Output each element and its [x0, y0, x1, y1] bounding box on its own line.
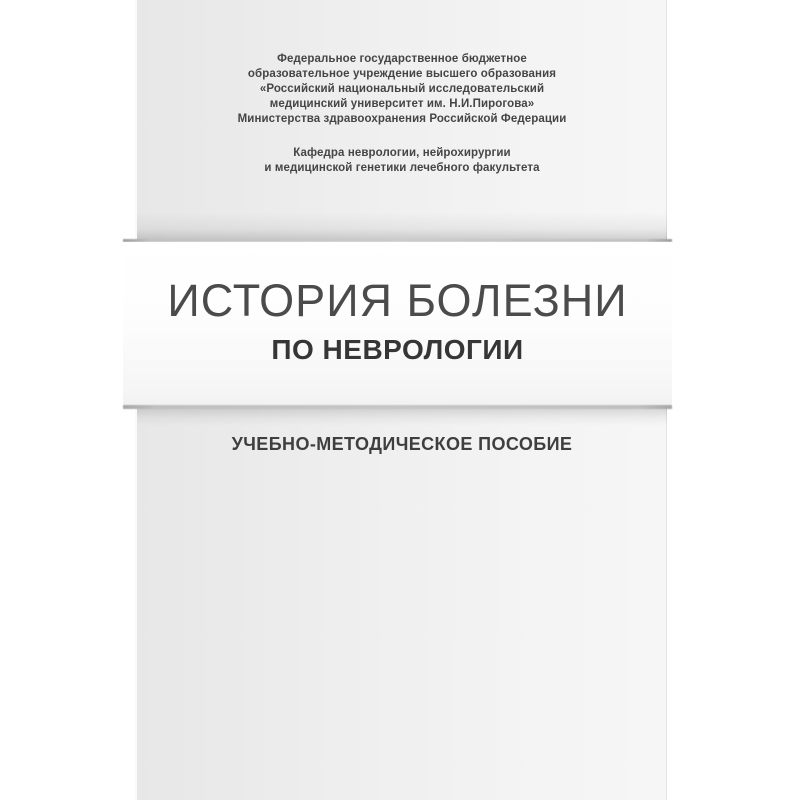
band-bottom-edge [123, 405, 672, 409]
institution-line: образовательное учреждение высшего образования [247, 68, 557, 80]
band-top-shadow [137, 212, 667, 240]
institution-line: медицинский университет им. Н.И.Пирогова» [269, 98, 535, 110]
institution-line: Министерства здравоохранения Российской Федерации [237, 113, 567, 125]
book-title: ИСТОРИЯ БОЛЕЗНИ [167, 275, 628, 326]
title-band [123, 240, 672, 408]
institution-line: Федеральное государственное бюджетное [277, 53, 527, 65]
band-highlight [123, 242, 672, 256]
department-line: Кафедра неврологии, нейрохирургии [293, 147, 511, 159]
department-header [137, 146, 667, 176]
edition-type-label: УЧЕБНО-МЕТОДИЧЕСКОЕ ПОСОБИЕ [231, 434, 573, 454]
institution-header [137, 52, 667, 127]
institution-line: «Российский национальный исследовательский [259, 83, 545, 95]
band-bottom-shadow [137, 408, 667, 426]
department-line: и медицинской генетики лечебного факультета [264, 162, 540, 174]
book-subtitle: ПО НЕВРОЛОГИИ [271, 334, 524, 365]
